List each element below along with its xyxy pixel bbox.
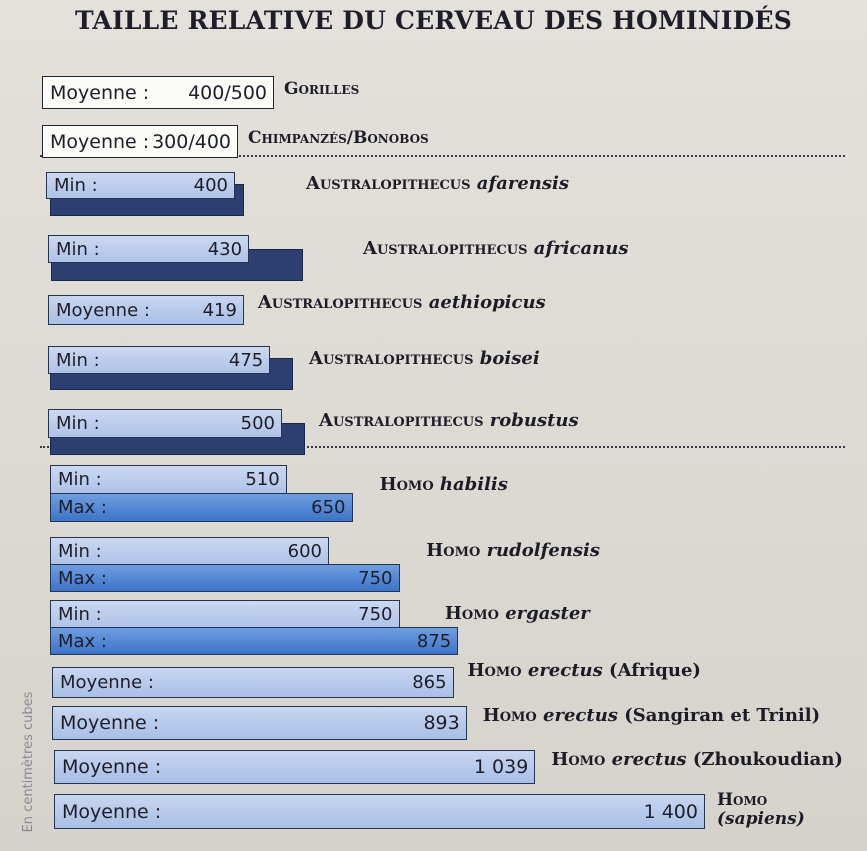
bar-row-11 (52, 706, 467, 740)
bar-min-7 (50, 465, 287, 494)
species-epithet: habilis (439, 474, 508, 495)
species-genus: Homo (717, 790, 768, 810)
bar-kind-label: Min : (58, 603, 102, 625)
species-suffix: (Afrique) (609, 660, 701, 681)
bar-kind-label: Min : (56, 349, 100, 371)
bar-kind-label: Min : (58, 540, 102, 562)
bar-value-label: 1 039 (473, 756, 529, 778)
bar-value-label: 865 (412, 672, 447, 693)
bar-value-label: 500 (240, 413, 275, 434)
bar-value-label: 430 (207, 238, 243, 260)
species-genus: Gorilles (284, 79, 360, 99)
bar-kind-label: Moyenne : (50, 130, 150, 153)
bar-kind-label: Moyenne : (62, 756, 162, 778)
bar-value-label: 475 (228, 349, 264, 371)
bar-min-8 (50, 537, 329, 565)
bar-row-0 (42, 76, 274, 109)
species-genus: Homo (379, 474, 434, 495)
bar-kind-label: Min : (56, 413, 100, 434)
bar-kind-label: Moyenne : (62, 800, 162, 823)
bar-kind-label: Max : (58, 567, 107, 589)
bar-kind-label: Moyenne : (60, 672, 154, 693)
bar-row-6 (48, 409, 282, 438)
bar-kind-label: Min : (54, 175, 98, 196)
species-genus: Homo (426, 540, 481, 561)
bar-value-label: 300/400 (152, 130, 231, 153)
bar-value-label: 893 (423, 712, 460, 734)
species-suffix: (Sangiran et Trinil) (624, 705, 821, 726)
bar-value-label: 1 400 (643, 800, 698, 823)
bar-kind-label: Moyenne : (60, 712, 160, 734)
species-label-9 (445, 604, 590, 624)
species-genus: Homo (551, 749, 606, 770)
species-label-7 (380, 475, 508, 495)
species-label-0 (284, 80, 359, 99)
species-epithet: boisei (479, 348, 540, 369)
bar-kind-label: Max : (58, 497, 107, 518)
bar-kind-label: Moyenne : (56, 299, 150, 321)
species-epithet: erectus (543, 705, 618, 726)
species-epithet: rudolfensis (486, 540, 600, 561)
bar-min-9 (50, 600, 400, 628)
species-label-4 (258, 293, 546, 313)
bar-kind-label: Max : (58, 630, 107, 652)
species-genus: Australopithecus (257, 292, 423, 313)
bar-value-label: 750 (358, 567, 393, 589)
species-epithet: ergaster (505, 603, 590, 624)
species-label-10 (468, 661, 701, 681)
species-epithet: afarensis (476, 173, 569, 194)
bar-value-label: 750 (358, 603, 393, 625)
bar-value-label: 600 (287, 540, 322, 562)
bar-row-1 (42, 125, 238, 158)
species-epithet: africanus (533, 238, 629, 259)
species-label-1 (248, 129, 429, 148)
species-epithet: (sapiens) (717, 808, 805, 829)
species-epithet: erectus (611, 749, 687, 770)
bar-kind-label: Min : (56, 238, 100, 260)
bar-value-label: 400 (193, 175, 228, 196)
bar-max-8 (50, 564, 400, 592)
bar-value-label: 400/500 (188, 81, 267, 104)
species-label-3 (363, 239, 628, 259)
species-label-8 (426, 541, 600, 561)
bar-row-2 (46, 172, 235, 199)
bar-row-3 (48, 235, 249, 263)
species-label-12 (551, 750, 843, 770)
bar-row-12 (54, 750, 535, 784)
species-epithet: aethiopicus (428, 292, 546, 313)
species-label-2 (306, 174, 569, 194)
bar-row-4 (48, 295, 244, 325)
species-epithet: erectus (527, 660, 603, 681)
species-label-11 (483, 706, 820, 726)
chart-title: TAILLE RELATIVE DU CERVEAU DES HOMINIDÉS (74, 6, 793, 35)
bar-row-13 (54, 794, 705, 829)
species-genus: Australopithecus (319, 410, 484, 431)
bar-value-label: 419 (202, 299, 237, 321)
y-axis-label: En centimètres cubes (21, 691, 36, 833)
species-genus: Homo (444, 603, 499, 624)
species-genus: Homo (482, 705, 537, 726)
bar-kind-label: Min : (58, 469, 102, 490)
bar-max-7 (50, 493, 353, 522)
species-genus: Australopithecus (306, 173, 471, 194)
bar-row-10 (52, 667, 454, 698)
species-suffix: (Zhoukoudian) (692, 749, 843, 770)
bar-kind-label: Moyenne : (50, 81, 150, 104)
bar-row-5 (48, 346, 270, 374)
species-genus: Australopithecus (309, 348, 474, 369)
bar-value-label: 875 (416, 630, 452, 652)
bar-value-label: 510 (245, 469, 280, 490)
species-epithet: robustus (489, 410, 579, 431)
species-genus: Australopithecus (363, 238, 528, 259)
species-label-13 (717, 791, 805, 828)
species-genus: Homo (467, 660, 522, 681)
bar-value-label: 650 (311, 497, 346, 518)
species-genus: Chimpanzés/Bonobos (248, 128, 429, 148)
bar-max-9 (50, 627, 458, 655)
species-label-6 (319, 411, 579, 431)
species-label-5 (309, 349, 540, 369)
